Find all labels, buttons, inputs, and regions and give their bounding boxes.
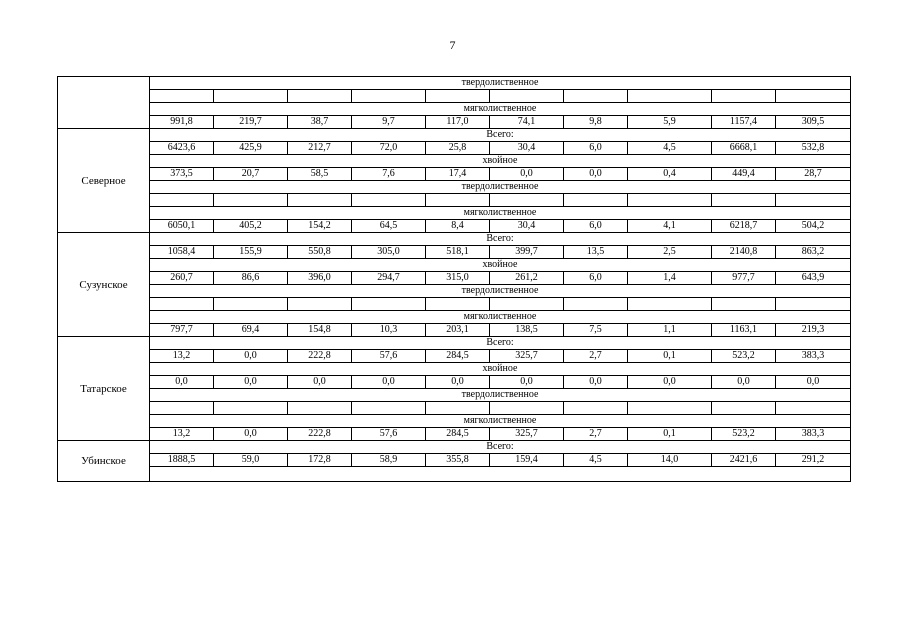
table-cell xyxy=(352,402,426,415)
table-cell: 4,1 xyxy=(628,220,712,233)
table-cell: 2140,8 xyxy=(712,246,776,259)
table-cell: 0,0 xyxy=(150,376,214,389)
table-cell: 59,0 xyxy=(214,454,288,467)
table-cell xyxy=(564,402,628,415)
table-cell xyxy=(150,90,214,103)
table-cell xyxy=(628,402,712,415)
table-cell: 2,7 xyxy=(564,428,628,441)
table-cell: 9,8 xyxy=(564,116,628,129)
table-cell: 6218,7 xyxy=(712,220,776,233)
table-cell: 1163,1 xyxy=(712,324,776,337)
table-cell: 69,4 xyxy=(214,324,288,337)
table-cell xyxy=(490,90,564,103)
table-cell xyxy=(150,298,214,311)
section-label-row xyxy=(58,311,851,324)
table-cell: 0,0 xyxy=(776,376,851,389)
table-cell: 64,5 xyxy=(352,220,426,233)
table-cell: 6,0 xyxy=(564,220,628,233)
table-cell xyxy=(490,298,564,311)
table-cell: 13,2 xyxy=(150,428,214,441)
table-cell xyxy=(288,402,352,415)
table-cell: 212,7 xyxy=(288,142,352,155)
table-cell: 0,0 xyxy=(214,428,288,441)
table-cell: 523,2 xyxy=(712,350,776,363)
section-label-row xyxy=(58,441,851,454)
table-cell: 5,9 xyxy=(628,116,712,129)
table-cell: 977,7 xyxy=(712,272,776,285)
table-cell xyxy=(776,90,851,103)
section-label: твердолиственное xyxy=(150,77,851,90)
region-name: Татарское xyxy=(58,337,150,441)
table-row xyxy=(58,272,851,285)
table-cell: 219,7 xyxy=(214,116,288,129)
table-cell: 550,8 xyxy=(288,246,352,259)
table-cell: 38,7 xyxy=(288,116,352,129)
table-cell: 17,4 xyxy=(426,168,490,181)
table-cell: 405,2 xyxy=(214,220,288,233)
section-label: мягколиственное xyxy=(150,415,851,428)
table-row xyxy=(58,350,851,363)
table-cell: 14,0 xyxy=(628,454,712,467)
table-cell: 6050,1 xyxy=(150,220,214,233)
section-label: Всего: xyxy=(150,233,851,246)
table-cell xyxy=(776,194,851,207)
table-cell xyxy=(352,298,426,311)
section-label-row xyxy=(58,207,851,220)
table-cell: 8,4 xyxy=(426,220,490,233)
section-label-row xyxy=(58,415,851,428)
table-cell xyxy=(628,298,712,311)
section-label-row xyxy=(58,337,851,350)
table-cell: 4,5 xyxy=(564,454,628,467)
table-cell: 28,7 xyxy=(776,168,851,181)
table-cell: 260,7 xyxy=(150,272,214,285)
table-cell: 0,0 xyxy=(712,376,776,389)
section-label: Всего: xyxy=(150,337,851,350)
table-cell xyxy=(352,194,426,207)
table-cell xyxy=(426,194,490,207)
table-cell: 0,0 xyxy=(214,376,288,389)
table-cell: 518,1 xyxy=(426,246,490,259)
table-cell xyxy=(564,298,628,311)
table-cell xyxy=(628,90,712,103)
table-cell xyxy=(214,90,288,103)
table-cell xyxy=(712,402,776,415)
blank-cell xyxy=(150,467,851,482)
table-cell: 154,8 xyxy=(288,324,352,337)
table-cell: 396,0 xyxy=(288,272,352,285)
table-cell: 305,0 xyxy=(352,246,426,259)
table-cell: 399,7 xyxy=(490,246,564,259)
table-cell xyxy=(426,402,490,415)
region-name: Сузунское xyxy=(58,233,150,337)
section-label: твердолиственное xyxy=(150,285,851,298)
table-cell: 4,5 xyxy=(628,142,712,155)
table-cell: 325,7 xyxy=(490,428,564,441)
table-cell: 1,1 xyxy=(628,324,712,337)
blank-row xyxy=(58,467,851,482)
table-cell: 284,5 xyxy=(426,350,490,363)
region-name: Северное xyxy=(58,129,150,233)
table-cell: 0,0 xyxy=(564,376,628,389)
section-label: Всего: xyxy=(150,129,851,142)
table-cell: 172,8 xyxy=(288,454,352,467)
section-label-row xyxy=(58,129,851,142)
table-cell: 219,3 xyxy=(776,324,851,337)
table-row xyxy=(58,376,851,389)
table-cell xyxy=(150,194,214,207)
table-cell xyxy=(426,298,490,311)
table-cell: 991,8 xyxy=(150,116,214,129)
forest-data-table xyxy=(57,76,851,482)
region-name xyxy=(58,77,150,129)
table-cell: 383,3 xyxy=(776,350,851,363)
section-label-row xyxy=(58,233,851,246)
table-cell xyxy=(564,90,628,103)
table-cell: 6,0 xyxy=(564,272,628,285)
table-cell: 30,4 xyxy=(490,220,564,233)
table-cell: 315,0 xyxy=(426,272,490,285)
table-cell: 58,5 xyxy=(288,168,352,181)
table-cell: 138,5 xyxy=(490,324,564,337)
table-cell xyxy=(150,402,214,415)
table-cell: 532,8 xyxy=(776,142,851,155)
table-cell: 6,0 xyxy=(564,142,628,155)
section-label: хвойное xyxy=(150,363,851,376)
table-cell: 0,0 xyxy=(490,168,564,181)
section-label-row xyxy=(58,181,851,194)
table-cell xyxy=(490,194,564,207)
table-row xyxy=(58,168,851,181)
table-cell xyxy=(214,402,288,415)
section-label: Всего: xyxy=(150,441,851,454)
table-cell: 6423,6 xyxy=(150,142,214,155)
table-cell: 57,6 xyxy=(352,428,426,441)
table-cell: 2,5 xyxy=(628,246,712,259)
table-cell: 58,9 xyxy=(352,454,426,467)
section-label: хвойное xyxy=(150,259,851,272)
table-cell: 284,5 xyxy=(426,428,490,441)
table-cell: 261,2 xyxy=(490,272,564,285)
table-cell: 6668,1 xyxy=(712,142,776,155)
table-cell: 25,8 xyxy=(426,142,490,155)
table-row xyxy=(58,116,851,129)
table-row xyxy=(58,324,851,337)
table-row xyxy=(58,194,851,207)
section-label-row xyxy=(58,77,851,90)
table-cell: 159,4 xyxy=(490,454,564,467)
table-cell: 0,0 xyxy=(288,376,352,389)
table-cell xyxy=(712,298,776,311)
table-row xyxy=(58,220,851,233)
table-cell: 1888,5 xyxy=(150,454,214,467)
table-cell xyxy=(628,194,712,207)
page-number: 7 xyxy=(449,38,456,52)
table-row xyxy=(58,454,851,467)
table-row xyxy=(58,298,851,311)
table-body xyxy=(58,77,851,482)
section-label-row xyxy=(58,285,851,298)
table-cell xyxy=(352,90,426,103)
table-cell: 154,2 xyxy=(288,220,352,233)
table-cell: 504,2 xyxy=(776,220,851,233)
table-cell: 0,1 xyxy=(628,428,712,441)
table-cell: 86,6 xyxy=(214,272,288,285)
table-cell: 523,2 xyxy=(712,428,776,441)
section-label-row xyxy=(58,103,851,116)
table-cell xyxy=(214,194,288,207)
section-label-row xyxy=(58,389,851,402)
table-cell: 20,7 xyxy=(214,168,288,181)
table-row xyxy=(58,428,851,441)
table-cell: 0,0 xyxy=(214,350,288,363)
table-cell: 2421,6 xyxy=(712,454,776,467)
section-label: твердолиственное xyxy=(150,181,851,194)
table-cell: 74,1 xyxy=(490,116,564,129)
table-row xyxy=(58,90,851,103)
region-name: Убинское xyxy=(58,441,150,482)
table-cell xyxy=(776,402,851,415)
table-cell: 425,9 xyxy=(214,142,288,155)
table-cell: 57,6 xyxy=(352,350,426,363)
table-cell: 9,7 xyxy=(352,116,426,129)
table-cell: 2,7 xyxy=(564,350,628,363)
table-cell xyxy=(712,194,776,207)
section-label-row xyxy=(58,259,851,272)
table-cell: 222,8 xyxy=(288,428,352,441)
table-cell: 1157,4 xyxy=(712,116,776,129)
table-cell xyxy=(288,90,352,103)
table-cell: 117,0 xyxy=(426,116,490,129)
table-cell xyxy=(712,90,776,103)
table-cell: 0,0 xyxy=(490,376,564,389)
section-label: мягколиственное xyxy=(150,311,851,324)
table-cell: 797,7 xyxy=(150,324,214,337)
table-cell: 0,0 xyxy=(564,168,628,181)
table-cell: 863,2 xyxy=(776,246,851,259)
table-cell: 373,5 xyxy=(150,168,214,181)
table-cell: 294,7 xyxy=(352,272,426,285)
table-cell: 309,5 xyxy=(776,116,851,129)
table-cell: 1058,4 xyxy=(150,246,214,259)
table-cell xyxy=(214,298,288,311)
table-cell: 7,6 xyxy=(352,168,426,181)
table-cell: 13,2 xyxy=(150,350,214,363)
table-cell xyxy=(288,298,352,311)
table-cell: 355,8 xyxy=(426,454,490,467)
table-cell: 0,4 xyxy=(628,168,712,181)
table-cell: 0,0 xyxy=(426,376,490,389)
table-cell xyxy=(426,90,490,103)
table-cell xyxy=(564,194,628,207)
table-cell xyxy=(776,298,851,311)
table-cell: 0,0 xyxy=(352,376,426,389)
table-cell: 325,7 xyxy=(490,350,564,363)
table-cell: 291,2 xyxy=(776,454,851,467)
section-label-row xyxy=(58,155,851,168)
table-cell: 0,0 xyxy=(628,376,712,389)
table-cell: 643,9 xyxy=(776,272,851,285)
table-cell: 30,4 xyxy=(490,142,564,155)
table-row xyxy=(58,402,851,415)
section-label: мягколиственное xyxy=(150,103,851,116)
section-label-row xyxy=(58,363,851,376)
table-cell: 449,4 xyxy=(712,168,776,181)
table-cell: 0,1 xyxy=(628,350,712,363)
table-cell: 155,9 xyxy=(214,246,288,259)
table-cell: 1,4 xyxy=(628,272,712,285)
table-cell: 13,5 xyxy=(564,246,628,259)
table-cell: 72,0 xyxy=(352,142,426,155)
table-cell: 222,8 xyxy=(288,350,352,363)
table-row xyxy=(58,142,851,155)
section-label: хвойное xyxy=(150,155,851,168)
section-label: твердолиственное xyxy=(150,389,851,402)
table-cell: 383,3 xyxy=(776,428,851,441)
table-row xyxy=(58,246,851,259)
table-cell: 203,1 xyxy=(426,324,490,337)
table-cell: 10,3 xyxy=(352,324,426,337)
section-label: мягколиственное xyxy=(150,207,851,220)
table-cell xyxy=(288,194,352,207)
table-cell xyxy=(490,402,564,415)
table-cell: 7,5 xyxy=(564,324,628,337)
